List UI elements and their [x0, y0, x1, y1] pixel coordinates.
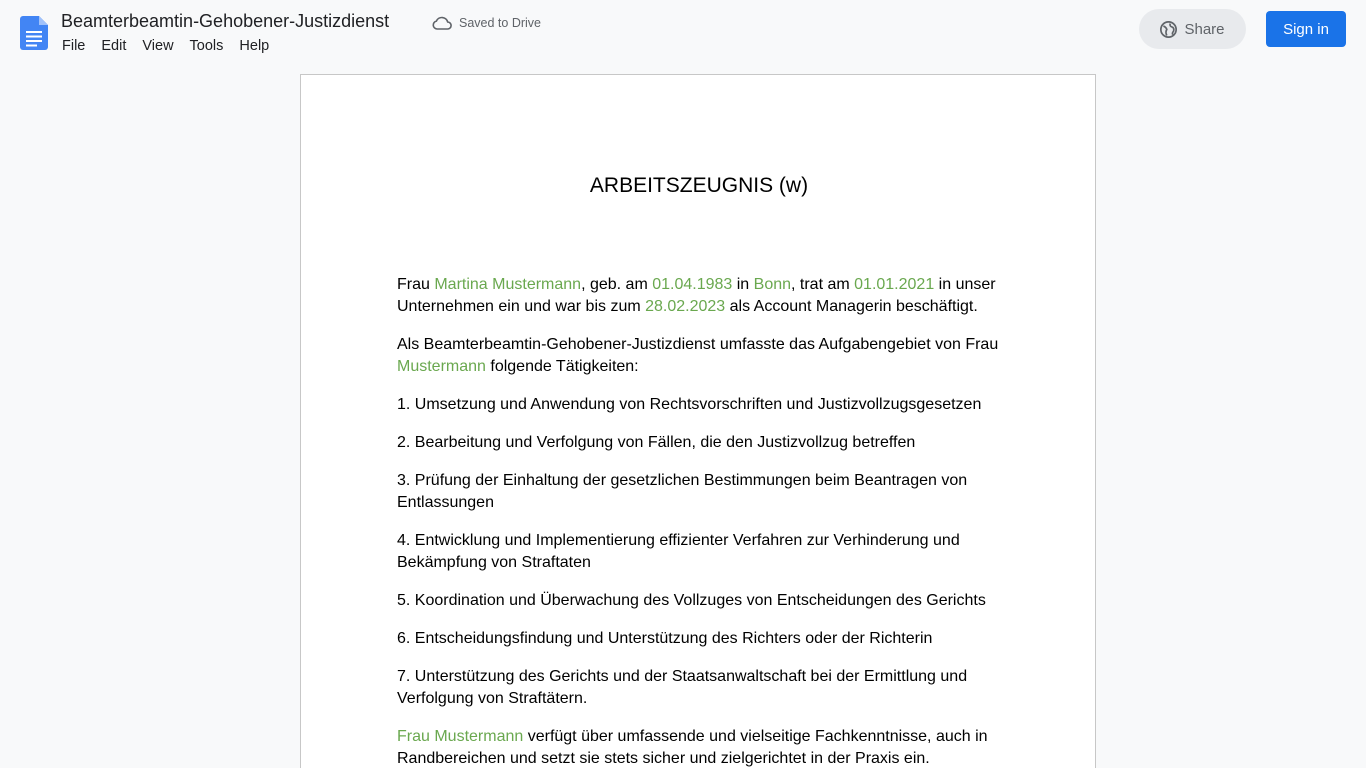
closing-paragraph: [397, 726, 1017, 768]
tasks-intro-text: folgende Tätigkeiten:: [485, 358, 639, 375]
intro-text: in: [732, 276, 754, 293]
birth-city: Bonn: [753, 276, 792, 293]
cloud-done-icon: [432, 16, 452, 30]
task-item: 1. Umsetzung und Anwendung von Rechtsvorschriften und Justizvollzugsgesetzen: [397, 396, 982, 413]
menu-tools[interactable]: Tools: [189, 38, 224, 54]
globe-icon: [1160, 21, 1177, 38]
menu-edit[interactable]: Edit: [101, 38, 127, 54]
intro-text: Frau: [397, 276, 435, 293]
docs-logo-icon[interactable]: [20, 16, 48, 50]
menu-bar: [54, 36, 277, 56]
tasks-intro-text: Als Beamterbeamtin-Gehobener-Justizdienst umfasste das Aufgabengebiet von Frau: [397, 336, 999, 353]
employee-surname: Mustermann: [397, 358, 486, 375]
birth-date: 01.04.1983: [652, 276, 733, 293]
save-status[interactable]: [432, 14, 541, 32]
employee-name: Frau Mustermann: [397, 728, 524, 745]
intro-text: in unser Unternehmen ein und war bis zum: [397, 276, 996, 315]
menu-help[interactable]: Help: [239, 38, 270, 54]
intro-text: , geb. am: [581, 276, 653, 293]
employee-name: Martina Mustermann: [434, 276, 582, 293]
menu-view[interactable]: View: [142, 38, 174, 54]
task-item: 3. Prüfung der Einhaltung der gesetzlichen Bestimmungen beim Beantragen von Entlassungen: [397, 472, 968, 511]
intro-paragraph: [397, 274, 1017, 318]
sign-in-button[interactable]: Sign in: [1266, 11, 1346, 47]
closing-text: verfügt über umfassende und vielseitige Fachkenntnisse, auch in Randbereichen und setzt sie stets sicher und zielgerichtet in der Praxis ein.: [397, 728, 988, 767]
intro-text: als Account Managerin beschäftigt.: [725, 298, 978, 315]
share-button-label: Share: [1184, 20, 1225, 38]
task-item: 5. Koordination und Überwachung des Vollzuges von Entscheidungen des Gerichts: [397, 592, 986, 609]
app-header: [0, 0, 1366, 64]
task-item: 7. Unterstützung des Gerichts und der Staatsanwaltschaft bei der Ermittlung und Verfolgung von Straftätern.: [397, 668, 968, 707]
task-item: 6. Entscheidungsfindung und Unterstützung des Richters oder der Richterin: [397, 630, 933, 647]
document-heading: ARBEITSZEUGNIS (w): [589, 174, 809, 197]
start-date: 01.01.2021: [854, 276, 935, 293]
tasks-intro-paragraph: [397, 334, 1017, 378]
intro-text: , trat am: [791, 276, 855, 293]
share-button[interactable]: [1139, 9, 1246, 49]
end-date: 28.02.2023: [645, 298, 726, 315]
task-item: 2. Bearbeitung und Verfolgung von Fällen, die den Justizvollzug betreffen: [397, 434, 916, 451]
document-body: [397, 274, 1017, 768]
menu-file[interactable]: File: [62, 38, 86, 54]
document-page[interactable]: [300, 74, 1096, 768]
task-item: 4. Entwicklung und Implementierung effizienter Verfahren zur Verhinderung und Bekämpfung von Straftaten: [397, 532, 960, 571]
save-status-label: Saved to Drive: [459, 16, 541, 30]
document-title[interactable]: Beamterbeamtin-Gehobener-Justizdienst: [61, 11, 390, 31]
